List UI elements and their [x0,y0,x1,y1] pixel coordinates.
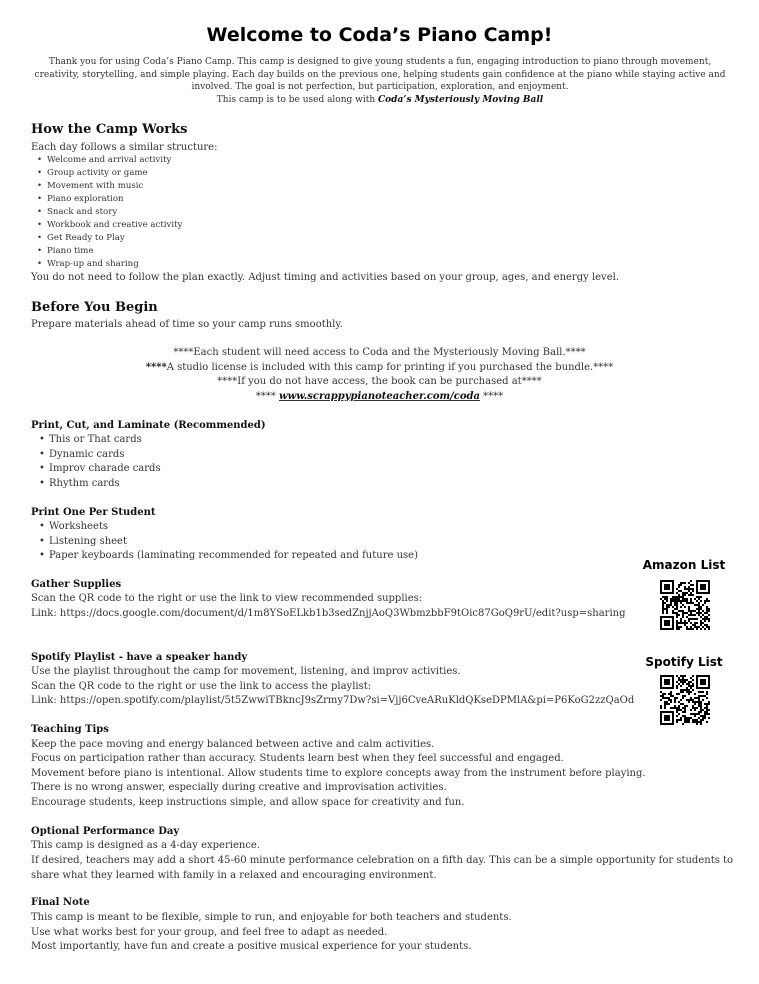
intro-paragraph: Thank you for using Coda’s Piano Camp. This camp is designed to give young students a fun, engaging introduction to piano through movement, creativity, storytelling, and simple playing. Each day builds on the previous one, helping students gain confidence at the piano while staying active and involved. The goal is not perfection, but participation, exploration, and enjoyment. [34,57,726,92]
intro-text [30,56,730,106]
intro-usage-book: Coda’s Mysteriously Moving Ball [378,94,544,105]
supplies-link[interactable]: Link: https://docs.google.com/document/d/1m8YSoELkb1b3sedZnjjAoQ3WbmzbbF9tOic87GoQ9rU/edit?usp=sharing [31,608,626,619]
before-lead: Prepare materials ahead of time so your camp runs smoothly. [31,319,343,330]
print-one-heading: Print One Per Student [31,507,156,518]
list-item: • Dynamic cards [49,448,161,463]
list-item: • Piano exploration [47,193,182,206]
how-heading: How the Camp Works [31,122,188,137]
performance-heading: Optional Performance Day [31,826,180,837]
spotify-text: Scan the QR code to the right or use the link to access the playlist: [31,681,372,692]
final-line: Most importantly, have fun and create a positive musical experience for your students. [31,941,472,952]
book-access-notice [0,346,759,404]
tips-line: Focus on participation rather than accuracy. Students learn best when they feel successful and engaged. [31,753,564,764]
tips-line: Keep the pace moving and energy balanced between active and calm activities. [31,739,435,750]
notice-line: ****Each student will need access to Coda and the Mysteriously Moving Ball.**** [173,347,586,358]
tips-line: Encourage students, keep instructions simple, and allow space for creativity and fun. [31,797,465,808]
notice-suffix: **** [480,390,504,402]
spotify-link[interactable]: Link: https://open.spotify.com/playlist/5t5ZwwiTBkncJ9sZrmy7Dw?si=Vjj6CveARuKldQKseDPMlA&pi=P6KoG2zzQaOd [31,695,635,706]
list-item: • Get Ready to Play [47,232,182,245]
list-item: • Paper keyboards (laminating recommended for repeated and future use) [49,549,418,564]
list-item: • Piano time [47,245,182,258]
list-item: • Welcome and arrival activity [47,154,182,167]
notice-prefix: **** [255,390,279,402]
amazon-qr-code-icon[interactable] [660,580,710,630]
intro-usage-prefix: This camp is to be used along with [216,94,379,105]
tips-line: There is no wrong answer, especially during creative and improvisation activities. [31,782,447,793]
how-lead: Each day follows a similar structure: [31,142,218,153]
notice-line [0,390,759,405]
spotify-heading: Spotify Playlist - have a speaker handy [31,652,248,663]
notice-line [0,361,759,376]
list-item: • Workbook and creative activity [47,219,182,232]
print-cut-list [49,433,161,491]
page-title: Welcome to Coda’s Piano Camp! [206,24,553,46]
performance-text: This camp is designed as a 4-day experience. [31,840,260,851]
list-item: • Movement with music [47,180,182,193]
tips-heading: Teaching Tips [31,724,109,735]
list-item: • Rhythm cards [49,477,161,492]
book-purchase-link[interactable]: www.scrappypianoteacher.com/coda [278,390,480,402]
performance-text: If desired, teachers may add a short 45-60 minute performance celebration on a fifth day. This can be a simple opportunity for students to share what they learned with family in a relaxed and encouraging environment. [31,855,734,881]
notice-stars: **** [145,361,167,373]
how-note: You do not need to follow the plan exactly. Adjust timing and activities based on your group, ages, and energy level. [31,272,620,283]
list-item: • Listening sheet [49,535,418,550]
spotify-qr-code-icon[interactable] [660,675,710,725]
list-item: • Worksheets [49,520,418,535]
list-item: • Improv charade cards [49,462,161,477]
final-line: Use what works best for your group, and feel free to adapt as needed. [31,927,388,938]
supplies-text: Scan the QR code to the right or use the link to view recommended supplies: [31,593,423,604]
tips-line: Movement before piano is intentional. Allow students time to explore concepts away from the instrument before playing. [31,768,646,779]
list-item: • Group activity or game [47,167,182,180]
print-cut-heading: Print, Cut, and Laminate (Recommended) [31,420,266,431]
notice-line-text: A studio license is included with this camp for printing if you purchased the bundle.**** [166,361,614,373]
list-item: • Snack and story [47,206,182,219]
list-item: • Wrap-up and sharing [47,258,182,271]
spotify-list-label: Spotify List [645,655,723,669]
amazon-list-label: Amazon List [642,558,726,572]
final-line: This camp is meant to be flexible, simple to run, and enjoyable for both teachers and students. [31,912,512,923]
list-item: • This or That cards [49,433,161,448]
final-heading: Final Note [31,897,90,908]
how-list [47,154,182,271]
notice-line: ****If you do not have access, the book can be purchased at**** [217,376,542,387]
print-one-list [49,520,418,564]
before-heading: Before You Begin [31,300,158,315]
spotify-text: Use the playlist throughout the camp for movement, listening, and improv activities. [31,666,461,677]
supplies-heading: Gather Supplies [31,579,122,590]
